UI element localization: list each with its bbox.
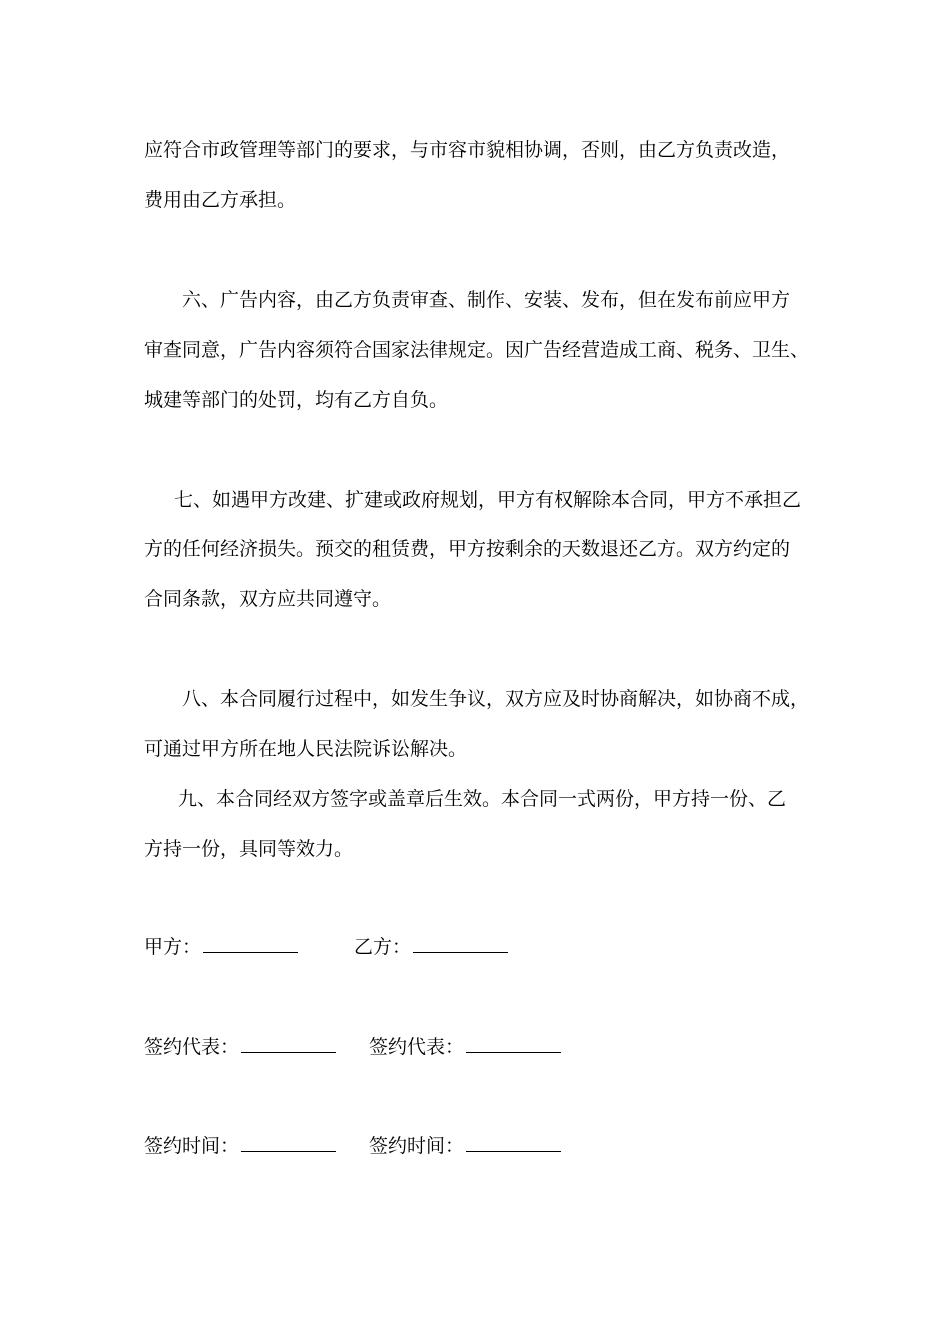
party-b-label: 乙方： [354,936,412,958]
paragraph-line: 合同条款，双方应共同遵守。 [144,588,392,610]
signature-row-dates [0,1134,950,1158]
date-a-label: 签约时间： [144,1135,240,1157]
paragraph-line: 九、本合同经双方签字或盖章后生效。本合同一式两份，甲方持一份、乙 [178,788,787,810]
party-a-label: 甲方： [144,936,202,958]
paragraph-line: 城建等部门的处罚，均有乙方自负。 [144,389,449,411]
party-a-blank [203,936,298,953]
signature-row-parties [0,935,950,959]
signature-row-representatives [0,1035,950,1059]
paragraph-line: 应符合市政管理等部门的要求，与市容市貌相协调，否则，由乙方负责改造， [144,139,791,161]
rep-b-label: 签约代表： [369,1036,465,1058]
paragraph-line: 八、本合同履行过程中，如发生争议，双方应及时协商解决，如协商不成， [182,688,810,710]
rep-a-blank [241,1036,336,1053]
paragraph-line: 方持一份，具同等效力。 [144,838,354,860]
date-b-label: 签约时间： [369,1135,465,1157]
party-b-signature [354,935,508,959]
paragraph-line: 费用由乙方承担。 [144,189,297,211]
rep-a-signature [144,1035,336,1059]
paragraph-line: 审查同意，广告内容须符合国家法律规定。因广告经营造成工商、税务、卫生、 [144,339,810,361]
rep-b-signature [369,1035,561,1059]
paragraph-line: 方的任何经济损失。预交的租赁费，甲方按剩余的天数退还乙方。双方约定的 [144,538,791,560]
paragraph-line: 六、广告内容，由乙方负责审查、制作、安装、发布，但在发布前应甲方 [182,289,791,311]
party-a-signature [144,935,298,959]
paragraph-line: 可通过甲方所在地人民法院诉讼解决。 [144,738,468,760]
date-a-blank [241,1135,336,1152]
date-a-signature [144,1134,336,1158]
paragraph-line: 七、如遇甲方改建、扩建或政府规划，甲方有权解除本合同，甲方不承担乙 [174,489,802,511]
party-b-blank [413,936,508,953]
date-b-blank [466,1135,561,1152]
date-b-signature [369,1134,561,1158]
rep-b-blank [466,1036,561,1053]
rep-a-label: 签约代表： [144,1036,240,1058]
